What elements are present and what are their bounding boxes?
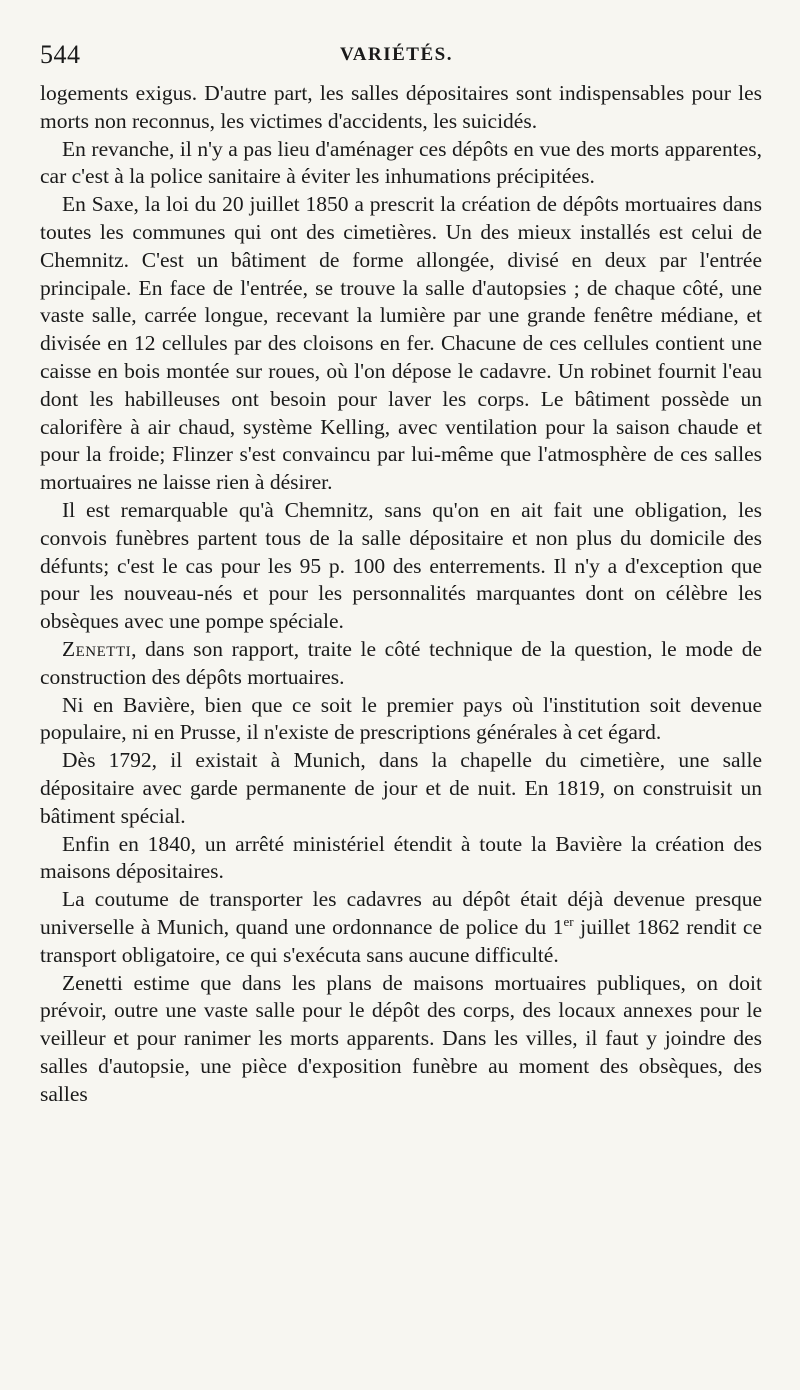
- page-number: 544: [40, 40, 81, 69]
- running-title: VARIÉTÉS.: [340, 44, 453, 65]
- paragraph: [40, 886, 762, 969]
- author-name-smallcaps: Zenetti: [62, 636, 132, 661]
- paragraph: logements exigus. D'autre part, les salles dépositaires sont indispensables pour les morts non reconnus, les victimes d'accidents, les suicidés.: [40, 81, 762, 133]
- body-text: [40, 80, 762, 1108]
- paragraph: En revanche, il n'y a pas lieu d'aménager ces dépôts en vue des morts apparentes, car c'est à la police sanitaire à éviter les inhumations précipitées.: [40, 136, 762, 189]
- paragraph: En Saxe, la loi du 20 juillet 1850 a prescrit la création de dépôts mortuaires dans toutes les communes qui ont des cimetières. Un des mieux installés est celui de Chemnitz. C'est un bâtiment de forme allongée, divisé en deux par l'entrée principale. En face de l'entrée, se trouve la salle d'autopsies ; de chaque côté, une vaste salle, carrée longue, recevant la lumière par une grande fenêtre médiane, et divisée en 12 cellules par des cloisons en fer. Chacune de ces cellules contient une caisse en bois montée sur roues, où l'on dépose le cadavre. Un robinet fournit l'eau dont les habilleuses ont besoin pour laver les corps. Le bâtiment possède un calorifère à air chaud, système Kelling, avec ventilation pour la saison chaude et pour la froide; Flinzer s'est convaincu par lui-même que l'atmosphère de ces salles mortuaires ne laisse rien à désirer.: [40, 192, 762, 495]
- paragraph-text: juillet 1862 rendit ce transport obligatoire, ce qui s'exécuta sans aucune difficulté.: [40, 914, 762, 967]
- paragraph: [40, 636, 762, 692]
- paragraph: Enfin en 1840, un arrêté ministériel étendit à toute la Bavière la création des maisons dépositaires.: [40, 831, 762, 884]
- paragraph: Dès 1792, il existait à Munich, dans la chapelle du cimetière, une salle dépositaire avec garde permanente de jour et de nuit. En 1819, on construisit un bâtiment spécial.: [40, 748, 762, 828]
- paragraph: Zenetti estime que dans les plans de maisons mortuaires publiques, on doit prévoir, outre une vaste salle pour le dépôt des corps, des locaux annexes pour le veilleur et pour ranimer les morts apparents. Dans les villes, il faut y joindre des salles d'autopsie, une pièce d'exposition funèbre au moment des obsèques, des salles: [40, 970, 762, 1106]
- paragraph: Ni en Bavière, bien que ce soit le premier pays où l'institution soit devenue populaire, ni en Prusse, il n'existe de prescriptions générales à cet égard.: [40, 692, 762, 745]
- superscript: er: [563, 913, 574, 929]
- paragraph-text: , dans son rapport, traite le côté technique de la question, le mode de construction des dépôts mortuaires.: [40, 636, 762, 689]
- paragraph-text: La coutume de transporter les cadavres au dépôt était déjà devenue presque universelle à Munich, quand une ordonnance de police du 1: [40, 887, 762, 939]
- paragraph: Il est remarquable qu'à Chemnitz, sans qu'on en ait fait une obligation, les convois funèbres partent tous de la salle dépositaire et non plus du domicile des défunts; c'est le cas pour les 95 p. 100 des enterrements. Il n'y a d'exception que pour les nouveau-nés et pour les personnalités marquantes dont on célèbre les obsèques avec une pompe spéciale.: [40, 497, 762, 634]
- running-head: [40, 36, 762, 80]
